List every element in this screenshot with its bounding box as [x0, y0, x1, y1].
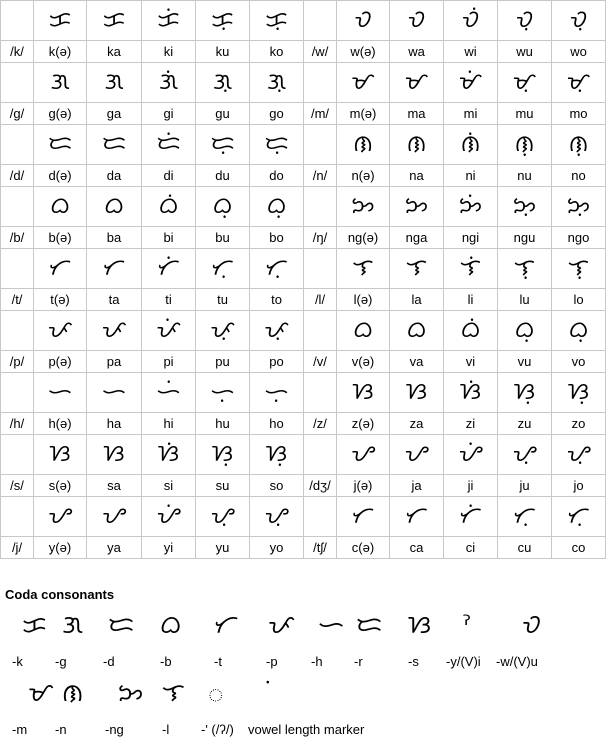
- syllable-glyph: ᜐ: [390, 373, 444, 413]
- syllable-label: l(ə): [337, 289, 390, 311]
- syllable-glyph: ᜊᜒ: [444, 311, 498, 351]
- syllable-glyph: ᜆ: [34, 249, 87, 289]
- syllable-label: vo: [552, 351, 606, 373]
- syllable-glyph: ᜊ: [390, 311, 444, 351]
- coda-title: Coda consonants: [5, 587, 115, 602]
- syllable-glyph: ᜊᜓ: [552, 311, 606, 351]
- syllable-glyph: ᜈᜓ: [552, 125, 606, 165]
- syllable-label: wi: [444, 41, 498, 63]
- empty-cell: [304, 1, 337, 41]
- consonant-ipa: /j/: [1, 537, 34, 559]
- syllable-label: t(ə): [34, 289, 87, 311]
- syllable-label: sa: [87, 475, 142, 497]
- syllable-glyph: ᜆ: [87, 249, 142, 289]
- syllable-glyph: ᜃᜒ: [142, 1, 196, 41]
- syllable-glyph: ᜐᜓ: [196, 435, 250, 475]
- syllable-glyph: ᜃᜓ: [250, 1, 304, 41]
- syllable-label: to: [250, 289, 304, 311]
- consonant-ipa: /b/: [1, 227, 34, 249]
- coda-label: -p: [266, 654, 278, 669]
- syllable-glyph: ᜇᜒ: [142, 125, 196, 165]
- syllable-label: ma: [390, 103, 444, 125]
- syllable-glyph: ᜐᜓ: [250, 435, 304, 475]
- syllable-label: ko: [250, 41, 304, 63]
- syllable-label: mu: [498, 103, 552, 125]
- empty-cell: [1, 1, 34, 41]
- syllable-label: su: [196, 475, 250, 497]
- empty-cell: [1, 373, 34, 413]
- consonant-ipa: /t/: [1, 289, 34, 311]
- syllable-glyph: ᜐᜓ: [498, 373, 552, 413]
- syllable-glyph: ᜌᜓ: [250, 497, 304, 537]
- consonant-ipa: /g/: [1, 103, 34, 125]
- syllable-glyph: ᜉᜓ: [196, 311, 250, 351]
- consonant-ipa: /v/: [304, 351, 337, 373]
- coda-label: vowel length marker: [248, 722, 365, 737]
- glyph-row: [1, 1, 606, 41]
- syllable-label: b(ə): [34, 227, 87, 249]
- empty-cell: [1, 249, 34, 289]
- syllable-label: pi: [142, 351, 196, 373]
- syllable-label: wa: [390, 41, 444, 63]
- coda-label: -k: [12, 654, 23, 669]
- syllable-glyph: ᜌ: [34, 497, 87, 537]
- coda-label: -g: [55, 654, 67, 669]
- coda-label: -h: [311, 654, 323, 669]
- coda-label: -n: [55, 722, 67, 737]
- syllable-label: ji: [444, 475, 498, 497]
- coda-label: -' (/ʔ/): [201, 722, 234, 737]
- syllable-label: ca: [390, 537, 444, 559]
- syllable-label: da: [87, 165, 142, 187]
- label-row: [1, 537, 606, 559]
- syllable-label: na: [390, 165, 444, 187]
- syllable-label: yu: [196, 537, 250, 559]
- syllable-label: hu: [196, 413, 250, 435]
- coda-label: -t: [214, 654, 222, 669]
- coda-glyph: ᜑ: [318, 610, 345, 639]
- empty-cell: [304, 125, 337, 165]
- syllable-glyph: ᜊᜓ: [250, 187, 304, 227]
- empty-cell: [304, 373, 337, 413]
- syllable-glyph: ᜈᜒ: [444, 125, 498, 165]
- syllable-label: do: [250, 165, 304, 187]
- syllable-glyph: ᜋᜓ: [498, 63, 552, 103]
- coda-glyph: ᜇ: [108, 610, 135, 639]
- coda-glyph: ˀ: [462, 610, 472, 639]
- syllable-glyph: ᜌᜓ: [498, 435, 552, 475]
- syllable-glyph: ᜎᜓ: [498, 249, 552, 289]
- syllable-glyph: ᜑᜓ: [250, 373, 304, 413]
- syllable-glyph: ᜏᜓ: [552, 1, 606, 41]
- label-row: [1, 475, 606, 497]
- syllable-glyph: ᜄᜓ: [196, 63, 250, 103]
- consonant-ipa: /d/: [1, 165, 34, 187]
- syllable-label: wu: [498, 41, 552, 63]
- syllable-glyph: ᜅᜓ: [498, 187, 552, 227]
- syllable-glyph: ᜆᜓ: [552, 497, 606, 537]
- syllable-glyph: ᜋ: [337, 63, 390, 103]
- syllable-label: ngu: [498, 227, 552, 249]
- syllable-glyph: ᜃᜓ: [196, 1, 250, 41]
- syllable-label: tu: [196, 289, 250, 311]
- empty-cell: [1, 311, 34, 351]
- coda-label: -s: [408, 654, 419, 669]
- syllable-glyph: ᜊᜓ: [498, 311, 552, 351]
- consonant-ipa: /m/: [304, 103, 337, 125]
- syllable-label: di: [142, 165, 196, 187]
- syllable-glyph: ᜑᜒ: [142, 373, 196, 413]
- syllable-label: j(ə): [337, 475, 390, 497]
- syllable-glyph: ᜐᜓ: [552, 373, 606, 413]
- syllable-glyph: ᜎ: [337, 249, 390, 289]
- syllable-glyph: ᜏ: [337, 1, 390, 41]
- syllable-glyph: ᜄᜒ: [142, 63, 196, 103]
- coda-label: -d: [103, 654, 115, 669]
- syllable-glyph: ᜆᜓ: [196, 249, 250, 289]
- syllable-glyph: ᜇ: [34, 125, 87, 165]
- syllable-glyph: ᜈ: [337, 125, 390, 165]
- syllable-label: ha: [87, 413, 142, 435]
- syllable-label: ju: [498, 475, 552, 497]
- syllable-glyph: ᜈᜓ: [498, 125, 552, 165]
- syllable-label: m(ə): [337, 103, 390, 125]
- syllable-glyph: ᜏ: [390, 1, 444, 41]
- glyph-row: [1, 63, 606, 103]
- syllable-glyph: ᜐᜒ: [142, 435, 196, 475]
- syllable-label: vi: [444, 351, 498, 373]
- syllable-glyph: ᜈ: [390, 125, 444, 165]
- syllable-glyph: ᜄ: [34, 63, 87, 103]
- syllable-label: ho: [250, 413, 304, 435]
- empty-cell: [1, 187, 34, 227]
- syllable-label: ni: [444, 165, 498, 187]
- syllable-glyph: ᜎ: [390, 249, 444, 289]
- glyph-row: [1, 311, 606, 351]
- coda-section: [0, 580, 607, 743]
- syllable-glyph: ᜌᜓ: [552, 435, 606, 475]
- syllable-glyph: ᜆ: [390, 497, 444, 537]
- syllable-label: pa: [87, 351, 142, 373]
- empty-cell: [304, 497, 337, 537]
- syllable-glyph: ᜊ: [87, 187, 142, 227]
- syllable-label: lu: [498, 289, 552, 311]
- consonant-ipa: /tʃ/: [304, 537, 337, 559]
- syllable-label: pu: [196, 351, 250, 373]
- syllable-label: s(ə): [34, 475, 87, 497]
- empty-cell: [304, 249, 337, 289]
- syllable-label: ya: [87, 537, 142, 559]
- coda-label: -m: [12, 722, 28, 737]
- syllable-label: yi: [142, 537, 196, 559]
- consonant-ipa: /z/: [304, 413, 337, 435]
- coda-label: -w/(V)u: [496, 654, 538, 669]
- syllable-glyph: ᜇ: [87, 125, 142, 165]
- label-row: [1, 227, 606, 249]
- syllable-glyph: ᜏᜒ: [444, 1, 498, 41]
- syllable-label: y(ə): [34, 537, 87, 559]
- empty-cell: [1, 435, 34, 475]
- syllable-label: li: [444, 289, 498, 311]
- syllable-label: z(ə): [337, 413, 390, 435]
- glyph-row: [1, 435, 606, 475]
- syllable-glyph: ᜐ: [87, 435, 142, 475]
- label-row: [1, 413, 606, 435]
- coda-label: -b: [160, 654, 172, 669]
- syllable-glyph: ᜑᜓ: [196, 373, 250, 413]
- label-row: [1, 351, 606, 373]
- syllable-label: nga: [390, 227, 444, 249]
- syllable-glyph: ᜆᜓ: [498, 497, 552, 537]
- consonant-ipa: /h/: [1, 413, 34, 435]
- coda-label: -y/(V)i: [446, 654, 481, 669]
- syllable-label: zi: [444, 413, 498, 435]
- syllable-label: gi: [142, 103, 196, 125]
- syllable-glyph: ᜐ: [34, 435, 87, 475]
- syllable-label: la: [390, 289, 444, 311]
- syllable-label: no: [552, 165, 606, 187]
- coda-glyph: ᜅ: [118, 678, 144, 707]
- syllable-label: si: [142, 475, 196, 497]
- empty-cell: [304, 311, 337, 351]
- empty-cell: [304, 435, 337, 475]
- syllable-glyph: ᜌ: [390, 435, 444, 475]
- syllable-glyph: ᜑ: [87, 373, 142, 413]
- syllable-glyph: ᜊᜒ: [142, 187, 196, 227]
- coda-glyph: ᜄ: [62, 610, 83, 639]
- syllable-glyph: ᜃ: [87, 1, 142, 41]
- syllable-label: lo: [552, 289, 606, 311]
- syllable-label: ta: [87, 289, 142, 311]
- syllable-label: mi: [444, 103, 498, 125]
- empty-cell: [304, 63, 337, 103]
- syllable-glyph: ᜄᜓ: [250, 63, 304, 103]
- syllable-label: nu: [498, 165, 552, 187]
- syllable-glyph: ᜋ: [390, 63, 444, 103]
- syllable-glyph: ᜋᜒ: [444, 63, 498, 103]
- consonant-ipa: /w/: [304, 41, 337, 63]
- syllable-label: p(ə): [34, 351, 87, 373]
- syllable-glyph: ᜆᜓ: [250, 249, 304, 289]
- syllable-glyph: ᜋᜓ: [552, 63, 606, 103]
- empty-cell: [1, 63, 34, 103]
- syllable-label: ja: [390, 475, 444, 497]
- syllable-glyph: ᜌᜒ: [142, 497, 196, 537]
- consonant-ipa: /n/: [304, 165, 337, 187]
- syllable-label: n(ə): [337, 165, 390, 187]
- syllable-glyph: ᜅᜓ: [552, 187, 606, 227]
- glyph-row: [1, 187, 606, 227]
- syllable-glyph: ᜆᜒ: [142, 249, 196, 289]
- syllable-glyph: ᜌ: [87, 497, 142, 537]
- syllable-glyph: ᜉ: [87, 311, 142, 351]
- coda-glyph: ᜇ: [356, 610, 383, 639]
- glyph-row: [1, 125, 606, 165]
- empty-cell: [1, 497, 34, 537]
- syllable-label: zo: [552, 413, 606, 435]
- syllable-glyph: ᜎᜓ: [552, 249, 606, 289]
- syllable-glyph: ᜇᜓ: [196, 125, 250, 165]
- syllable-label: bu: [196, 227, 250, 249]
- coda-glyph: ᜋ: [28, 678, 54, 707]
- consonant-ipa: /p/: [1, 351, 34, 373]
- consonant-ipa: /k/: [1, 41, 34, 63]
- coda-glyph: ᜈ: [62, 678, 84, 707]
- syllable-label: c(ə): [337, 537, 390, 559]
- syllable-label: ci: [444, 537, 498, 559]
- syllable-glyph: ᜌᜒ: [444, 435, 498, 475]
- coda-glyph: ᜃ: [22, 610, 47, 639]
- syllable-label: go: [250, 103, 304, 125]
- label-row: [1, 289, 606, 311]
- syllable-glyph: ᜅᜒ: [444, 187, 498, 227]
- glyph-row: [1, 497, 606, 537]
- consonant-ipa: /l/: [304, 289, 337, 311]
- syllable-label: v(ə): [337, 351, 390, 373]
- syllable-glyph: ᜇᜓ: [250, 125, 304, 165]
- syllable-label: g(ə): [34, 103, 87, 125]
- syllable-glyph: ᜌᜓ: [196, 497, 250, 537]
- consonant-ipa: /s/: [1, 475, 34, 497]
- syllable-label: ki: [142, 41, 196, 63]
- syllable-glyph: ᜊ: [337, 311, 390, 351]
- consonant-ipa: /ŋ/: [304, 227, 337, 249]
- syllable-label: hi: [142, 413, 196, 435]
- syllable-label: ngi: [444, 227, 498, 249]
- syllable-glyph: ᜉᜓ: [250, 311, 304, 351]
- coda-glyph: ᜎ: [162, 678, 185, 707]
- syllable-glyph: ᜎᜒ: [444, 249, 498, 289]
- syllable-label: ti: [142, 289, 196, 311]
- syllable-glyph: ᜌ: [337, 435, 390, 475]
- syllable-glyph: ᜊ: [34, 187, 87, 227]
- syllable-label: d(ə): [34, 165, 87, 187]
- syllable-label: ngo: [552, 227, 606, 249]
- empty-cell: [1, 125, 34, 165]
- coda-glyph: ᜉ: [268, 610, 295, 639]
- syllable-label: mo: [552, 103, 606, 125]
- label-row: [1, 41, 606, 63]
- coda-glyph: ᜆ: [214, 610, 239, 639]
- syllable-label: wo: [552, 41, 606, 63]
- syllable-label: w(ə): [337, 41, 390, 63]
- syllable-glyph: ᜅ: [390, 187, 444, 227]
- syllable-glyph: ᜉ: [34, 311, 87, 351]
- empty-cell: [304, 187, 337, 227]
- syllable-label: ga: [87, 103, 142, 125]
- label-row: [1, 165, 606, 187]
- coda-glyph: ᜀ: [208, 678, 224, 707]
- syllable-label: h(ə): [34, 413, 87, 435]
- syllable-label: bi: [142, 227, 196, 249]
- syllable-label: gu: [196, 103, 250, 125]
- syllable-label: du: [196, 165, 250, 187]
- coda-glyph: ᜏ: [522, 610, 542, 639]
- syllable-glyph: ᜐᜒ: [444, 373, 498, 413]
- syllable-glyph: ᜐ: [337, 373, 390, 413]
- syllable-glyph: ᜆᜒ: [444, 497, 498, 537]
- syllable-label: ng(ə): [337, 227, 390, 249]
- syllable-label: ka: [87, 41, 142, 63]
- syllable-label: va: [390, 351, 444, 373]
- syllable-label: yo: [250, 537, 304, 559]
- syllable-label: ba: [87, 227, 142, 249]
- syllable-label: po: [250, 351, 304, 373]
- syllable-glyph: ᜊᜓ: [196, 187, 250, 227]
- glyph-row: [1, 373, 606, 413]
- syllable-glyph: ᜆ: [337, 497, 390, 537]
- syllable-label: za: [390, 413, 444, 435]
- coda-glyph: ᜊ: [160, 610, 182, 639]
- coda-label: -r: [354, 654, 363, 669]
- syllable-glyph: ᜃ: [34, 1, 87, 41]
- syllable-label: vu: [498, 351, 552, 373]
- syllable-label: jo: [552, 475, 606, 497]
- coda-label: -ng: [105, 722, 124, 737]
- coda-glyph: ᜐ: [408, 610, 432, 639]
- syllable-label: k(ə): [34, 41, 87, 63]
- syllable-glyph: ᜉᜒ: [142, 311, 196, 351]
- syllable-label: bo: [250, 227, 304, 249]
- syllable-glyph: ᜏᜓ: [498, 1, 552, 41]
- syllable-label: co: [552, 537, 606, 559]
- syllable-label: zu: [498, 413, 552, 435]
- syllable-glyph: ᜄ: [87, 63, 142, 103]
- syllable-glyph: ᜅ: [337, 187, 390, 227]
- syllable-label: cu: [498, 537, 552, 559]
- syllable-glyph: ᜑ: [34, 373, 87, 413]
- glyph-row: [1, 249, 606, 289]
- coda-label: -l: [162, 722, 170, 737]
- label-row: [1, 103, 606, 125]
- syllable-label: ku: [196, 41, 250, 63]
- consonant-ipa: /dʒ/: [304, 475, 337, 497]
- syllable-label: so: [250, 475, 304, 497]
